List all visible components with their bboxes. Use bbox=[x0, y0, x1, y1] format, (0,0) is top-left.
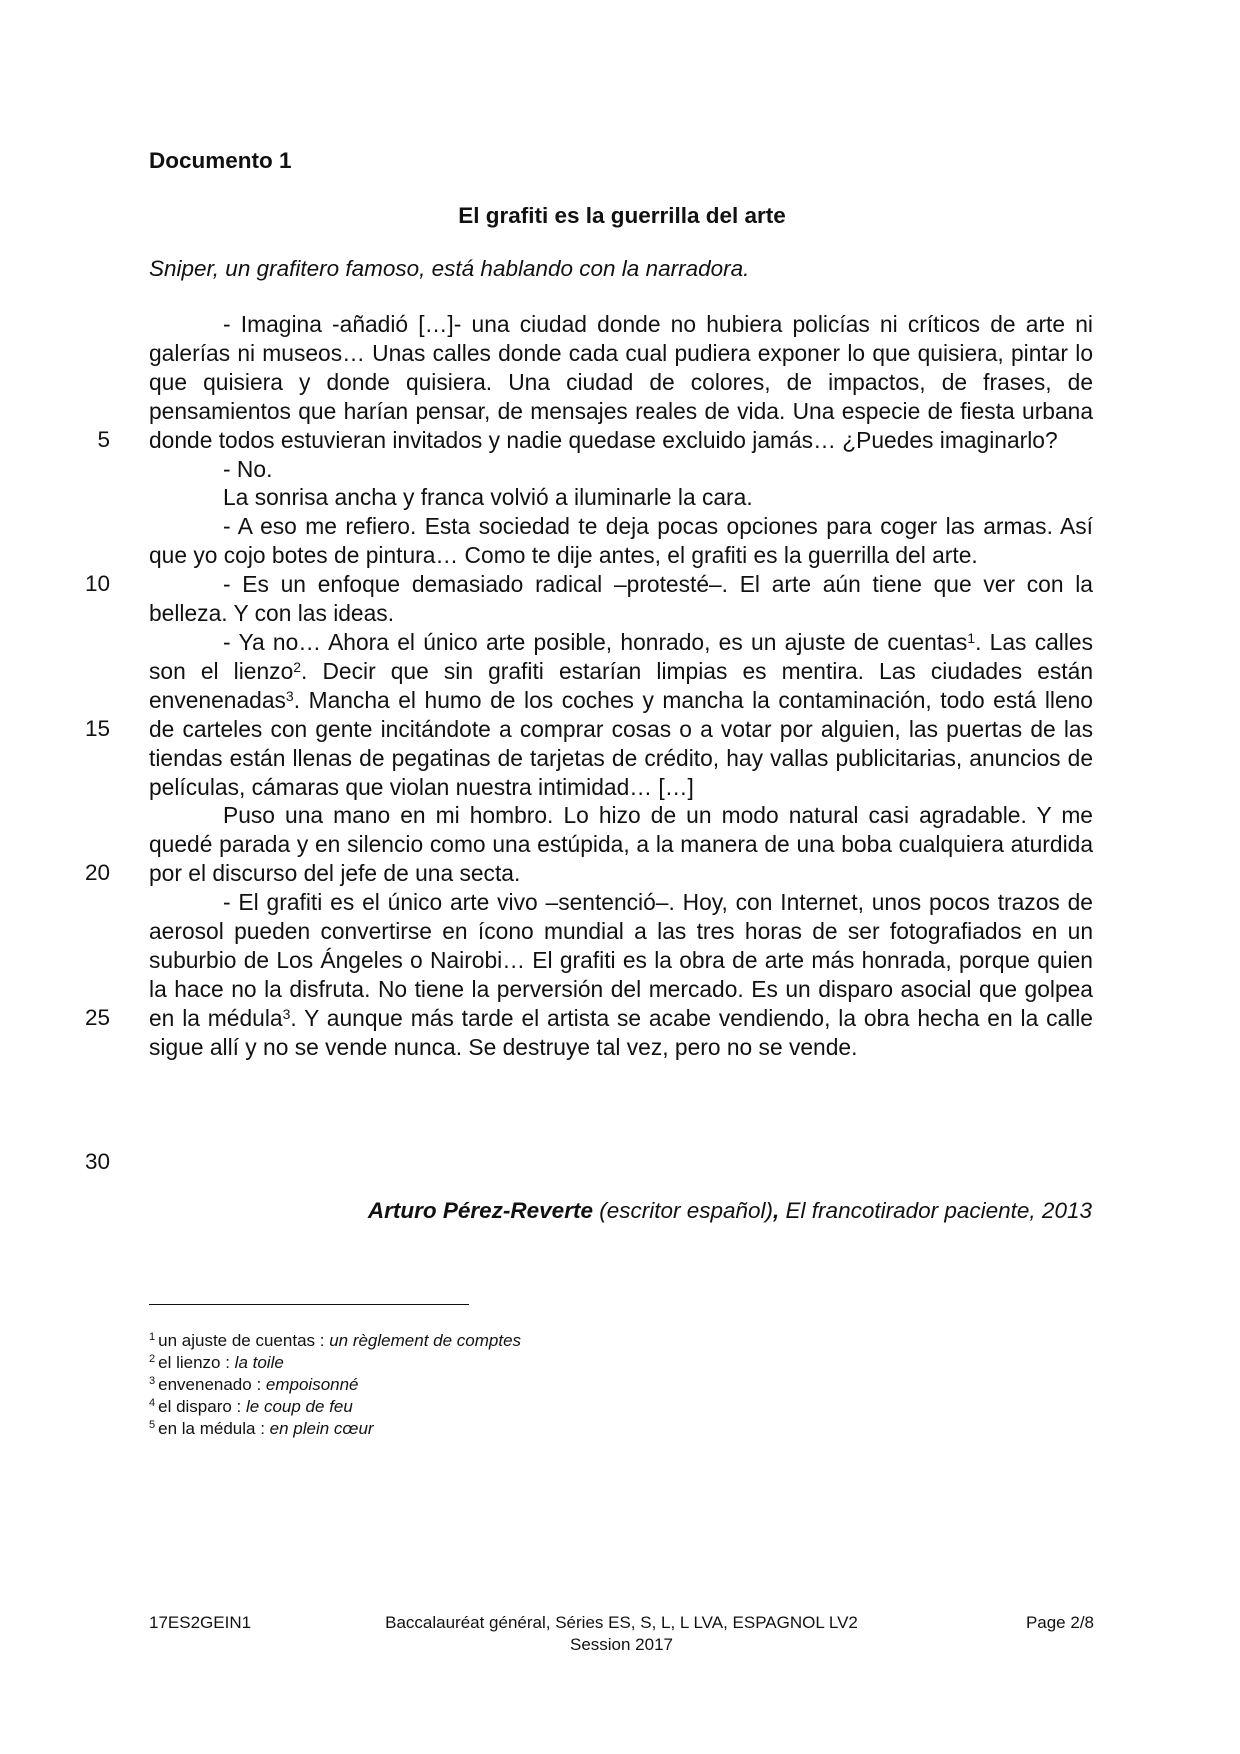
paragraph-text: . Mancha el humo de los coches y mancha la contaminación, todo está lleno de carteles con gente incitándote a comprar cosas o a votar por alguien, las puertas de las tiendas están llenas de pegatinas de tarjetas de crédito, hay vallas publicitarias, anuncios de películas, cámaras que violan nuestra intimidad… […] bbox=[149, 686, 1093, 800]
page-footer bbox=[149, 1612, 1094, 1662]
document-label: Documento 1 bbox=[149, 148, 292, 173]
footnote-translation: un règlement de comptes bbox=[329, 1331, 522, 1350]
attribution-separator: , bbox=[773, 1198, 780, 1223]
attribution-work: El francotirador paciente, 2013 bbox=[779, 1198, 1092, 1223]
attribution-role: (escritor español) bbox=[592, 1198, 774, 1223]
footnote-item bbox=[149, 1330, 521, 1352]
paragraph-text: - No. bbox=[223, 455, 273, 482]
paragraph-text: . Decir que sin grafiti estarían limpias es mentira. Las ciudades están envenenadas bbox=[149, 657, 1094, 713]
footnote-number: 4 bbox=[149, 1397, 156, 1409]
paragraph-text: . Las calles son el lienzo bbox=[149, 628, 1093, 684]
footer-center bbox=[149, 1612, 1094, 1656]
footnote-item bbox=[149, 1396, 521, 1418]
footnote-term: el disparo : bbox=[158, 1397, 247, 1416]
footnote-divider bbox=[149, 1304, 469, 1305]
paragraph-text: - Imagina -añadió […]- una ciudad donde no hubiera policías ni críticos de arte ni galerías ni museos… Unas calles donde cada cual pudiera exponer lo que quisiera, pintar lo que quisiera y donde quisiera. Una ciudad de colores, de impactos, de frases, de pensamientos que harían pensar, de mensajes reales de vida. Una especie de fiesta urbana donde todos estuvieran invitados y nadie quedase excluido jamás… ¿Puedes imaginarlo? bbox=[149, 311, 1093, 453]
line-number: 25 bbox=[84, 1004, 110, 1030]
footnote-translation: la toile bbox=[234, 1353, 284, 1372]
passage-paragraph bbox=[149, 628, 1093, 801]
footnote-ref: 3 bbox=[282, 1005, 291, 1022]
passage-body bbox=[149, 310, 1093, 1062]
paragraph-text: - A eso me refiero. Esta sociedad te deja pocas opciones para coger las armas. Así que yo cojo botes de pintura… Como te dije antes, el grafiti es la guerrilla del arte. bbox=[149, 513, 1093, 569]
footnote-ref: 3 bbox=[285, 687, 294, 704]
paragraph-text: . Y aunque más tarde el artista se acabe vendiendo, la obra hecha en la calle sigue allí y no se vende nunca. Se destruye tal vez, pero no se vende. bbox=[149, 1004, 1093, 1060]
footnote-translation: le coup de feu bbox=[246, 1397, 353, 1416]
line-number: 20 bbox=[84, 860, 110, 886]
footnote-number: 2 bbox=[149, 1353, 156, 1365]
line-number: 15 bbox=[84, 715, 110, 741]
footnote-translation: en plein cœur bbox=[269, 1419, 374, 1438]
passage-paragraph bbox=[149, 888, 1093, 1061]
paragraph-text: Puso una mano en mi hombro. Lo hizo de un modo natural casi agradable. Y me quedé parada y en silencio como una estúpida, a la manera de una boba cualquiera aturdida por el discurso del jefe de una secta. bbox=[149, 802, 1093, 887]
passage-paragraph bbox=[149, 801, 1093, 888]
footnote-item bbox=[149, 1418, 521, 1440]
passage-paragraph bbox=[149, 483, 1093, 512]
attribution-author: Arturo Pérez-Reverte bbox=[367, 1198, 593, 1223]
footnote-number: 1 bbox=[149, 1331, 156, 1343]
footnote-number: 5 bbox=[149, 1419, 156, 1431]
paragraph-text: La sonrisa ancha y franca volvió a iluminarle la cara. bbox=[223, 484, 753, 511]
footnote-item bbox=[149, 1374, 521, 1396]
footer-code: 17ES2GEIN1 bbox=[149, 1613, 252, 1632]
line-number: 5 bbox=[97, 426, 110, 452]
footer-session: Session 2017 bbox=[569, 1635, 674, 1654]
footer-exam: Baccalauréat général, Séries ES, S, L, L LVA, ESPAGNOL LV2 bbox=[385, 1613, 858, 1632]
footnote-term: en la médula : bbox=[158, 1419, 270, 1438]
footnote-translation: empoisonné bbox=[265, 1375, 359, 1394]
paragraph-text: - El grafiti es el único arte vivo –sentenció–. Hoy, con Internet, unos pocos trazos de aerosol pueden convertirse en ícono mundial a las tres horas de ser fotografiados en un suburbio de Los Ángeles o Nairobi… El grafiti es la obra de arte más honrada, porque quien la hace no la disfruta. No tiene la perversión del mercado. Es un disparo asocial que golpea en la médula bbox=[149, 889, 1093, 1031]
footnote-item bbox=[149, 1352, 521, 1374]
passage-paragraph bbox=[149, 455, 1093, 484]
footnote-term: un ajuste de cuentas : bbox=[158, 1331, 330, 1350]
footnote-number: 3 bbox=[149, 1375, 156, 1387]
footnote-term: el lienzo : bbox=[158, 1353, 235, 1372]
footnote-term: envenenado : bbox=[158, 1375, 266, 1394]
footnotes bbox=[149, 1330, 521, 1440]
intro-line: Sniper, un grafitero famoso, está hablando con la narradora. bbox=[149, 256, 750, 281]
passage-paragraph bbox=[149, 570, 1093, 628]
line-number: 30 bbox=[84, 1149, 110, 1175]
line-number: 10 bbox=[84, 571, 110, 597]
attribution bbox=[368, 1198, 1092, 1224]
footer-page: Page 2/8 bbox=[1025, 1613, 1094, 1632]
footnote-ref: 2 bbox=[293, 658, 302, 675]
document-title: El grafiti es la guerrilla del arte bbox=[458, 203, 786, 228]
footnote-ref: 1 bbox=[967, 629, 976, 646]
paragraph-text: - Ya no… Ahora el único arte posible, honrado, es un ajuste de cuentas bbox=[223, 628, 968, 655]
passage-paragraph bbox=[149, 512, 1093, 570]
paragraph-text: - Es un enfoque demasiado radical –protesté–. El arte aún tiene que ver con la belleza. Y con las ideas. bbox=[149, 571, 1093, 627]
passage-paragraph bbox=[149, 310, 1093, 455]
